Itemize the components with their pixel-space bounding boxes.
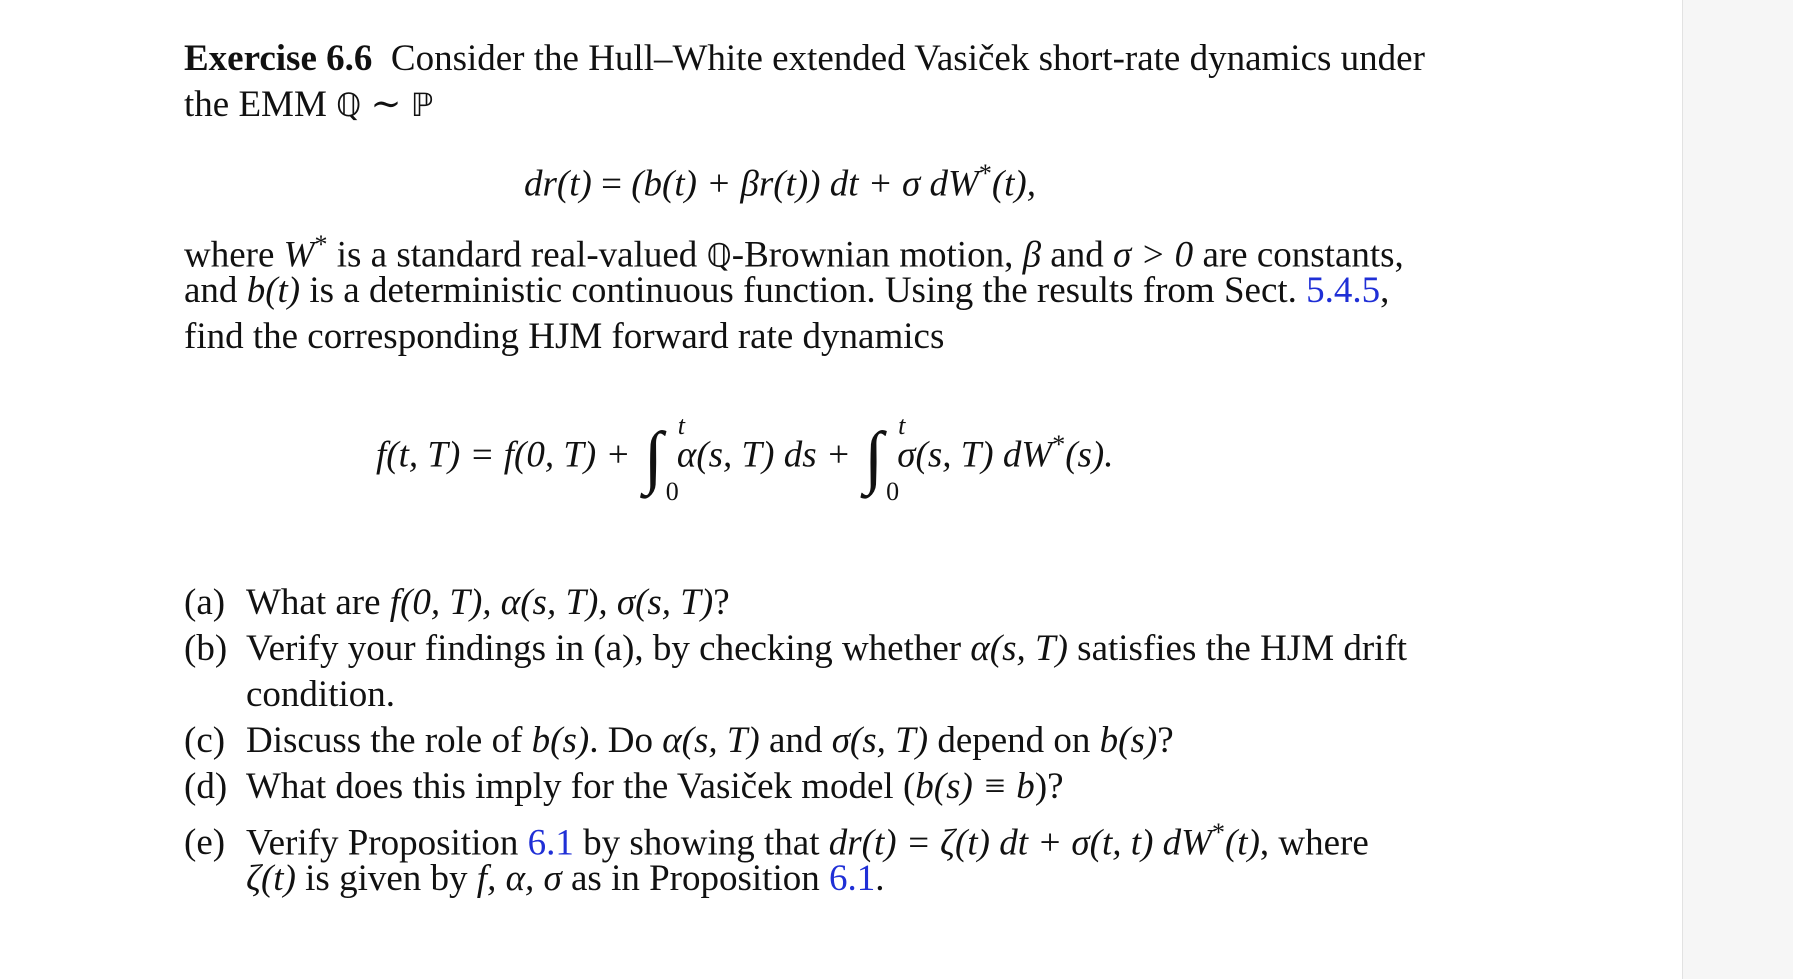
integral-2 <box>864 410 906 506</box>
item-d-label: (d) <box>184 766 228 807</box>
item-a <box>184 580 730 626</box>
eq1-lhs: dr(t) <box>524 163 592 205</box>
item-d-math: b(s) ≡ b <box>915 766 1035 807</box>
item-e-period: . <box>875 858 885 899</box>
integral-sign-1: ∫ <box>643 418 663 496</box>
item-e-text2: by showing that <box>573 822 829 864</box>
measure-q: ℚ <box>336 86 362 124</box>
integral-1 <box>643 410 685 506</box>
item-c-math1: b(s) <box>531 720 590 761</box>
item-e-math: dr(t) = ζ(t) dt + σ(t, t) dW <box>828 822 1212 864</box>
exercise-intro-line1 <box>184 36 1474 82</box>
item-e-continuation <box>246 856 885 902</box>
item-c-text4: depend on <box>928 720 1100 761</box>
sim-symbol: ∼ <box>361 84 411 125</box>
int2-lower: 0 <box>886 476 900 506</box>
item-c-text3: and <box>759 720 832 761</box>
item-a-math: f(0, T), α(s, T), σ(s, T) <box>389 582 714 623</box>
proposition-link-1[interactable]: 6.1 <box>527 822 574 864</box>
p1-beta: β <box>1022 234 1042 276</box>
paragraph-line2 <box>184 268 1474 314</box>
item-c-text2: . Do <box>589 720 663 761</box>
equation-hjm <box>376 410 1114 506</box>
p1-text5: are constants, <box>1193 234 1404 276</box>
eq2-star: * <box>1052 430 1066 459</box>
right-gutter <box>1682 0 1793 979</box>
item-b-label: (b) <box>184 628 228 669</box>
item-a-label: (a) <box>184 582 226 623</box>
eq2-end: (s). <box>1065 434 1114 476</box>
intro-prefix: the EMM <box>184 84 327 125</box>
eq2-body2: σ(s, T) dW <box>897 434 1053 476</box>
item-b-text2: satisfies the HJM drift <box>1067 628 1408 669</box>
int1-lower: 0 <box>665 476 679 506</box>
paragraph-line3: find the corresponding HJM forward rate dynamics <box>184 316 945 357</box>
p1-text: where <box>184 234 284 276</box>
p1-text4: and <box>1041 234 1113 276</box>
item-e-cont-text: is given by <box>295 858 477 899</box>
item-c-math4: b(s) <box>1099 720 1158 761</box>
item-b-continuation: condition. <box>246 674 396 715</box>
item-e-math2: (t) <box>1224 822 1260 864</box>
item-b <box>184 626 1407 672</box>
eq1-star: * <box>978 159 992 188</box>
eq1-rhs-end: (t), <box>991 163 1036 205</box>
item-c-math3: σ(s, T) <box>831 720 929 761</box>
item-c-q: ? <box>1157 720 1174 761</box>
int2-upper: t <box>898 410 906 440</box>
item-e-star: * <box>1211 818 1225 847</box>
p1-text2: is a standard real-valued <box>327 234 707 276</box>
int1-upper: t <box>677 410 685 440</box>
item-d-text: What does this imply for the Vasiček model ( <box>246 766 916 807</box>
item-a-q: ? <box>713 582 730 623</box>
item-e-text: Verify Proposition <box>246 822 528 864</box>
item-e-label: (e) <box>184 822 226 864</box>
item-c-label: (c) <box>184 720 226 761</box>
item-d-text2: )? <box>1034 766 1064 807</box>
p1-star: * <box>314 230 328 259</box>
item-e-zeta: ζ(t) <box>246 858 296 899</box>
item-b-text: Verify your findings in (a), by checking whether <box>246 628 971 669</box>
item-e-text3: , where <box>1259 822 1369 864</box>
item-e-cont-text2: as in Proposition <box>561 858 829 899</box>
item-c <box>184 718 1174 764</box>
item-c-math2: α(s, T) <box>662 720 760 761</box>
p1-q: ℚ <box>706 236 732 275</box>
integral-sign-2: ∫ <box>864 418 884 496</box>
exercise-intro-line2 <box>184 82 1474 128</box>
p2-text: and <box>184 270 247 311</box>
section-link[interactable]: 5.4.5 <box>1306 270 1381 311</box>
p1-sigma: σ > 0 <box>1112 234 1194 276</box>
eq1-rhs: (b(t) + βr(t)) dt + σ dW <box>631 163 979 205</box>
p1-text3: -Brownian motion, <box>731 234 1023 276</box>
item-d <box>184 764 1064 810</box>
eq2-body1: α(s, T) ds + <box>676 434 861 476</box>
p2-comma: , <box>1380 270 1390 311</box>
p2-bt: b(t) <box>246 270 301 311</box>
exercise-intro-text: Consider the Hull–White extended Vasiček short-rate dynamics under <box>390 38 1425 79</box>
p2-text2: is a deterministic continuous function. Using the results from Sect. <box>300 270 1307 311</box>
item-e-cont-math: f, α, σ <box>476 858 562 899</box>
item-a-text: What are <box>246 582 390 623</box>
item-c-text: Discuss the role of <box>246 720 532 761</box>
eq2-lhs: f(t, T) = f(0, T) + <box>376 434 640 476</box>
p1-w: W <box>283 234 315 276</box>
equation-short-rate <box>524 151 1036 207</box>
item-b-math: α(s, T) <box>970 628 1068 669</box>
eq1-equals: = <box>591 163 632 205</box>
proposition-link-2[interactable]: 6.1 <box>829 858 876 899</box>
measure-p: ℙ <box>410 86 434 124</box>
exercise-label: Exercise 6.6 <box>184 38 373 79</box>
